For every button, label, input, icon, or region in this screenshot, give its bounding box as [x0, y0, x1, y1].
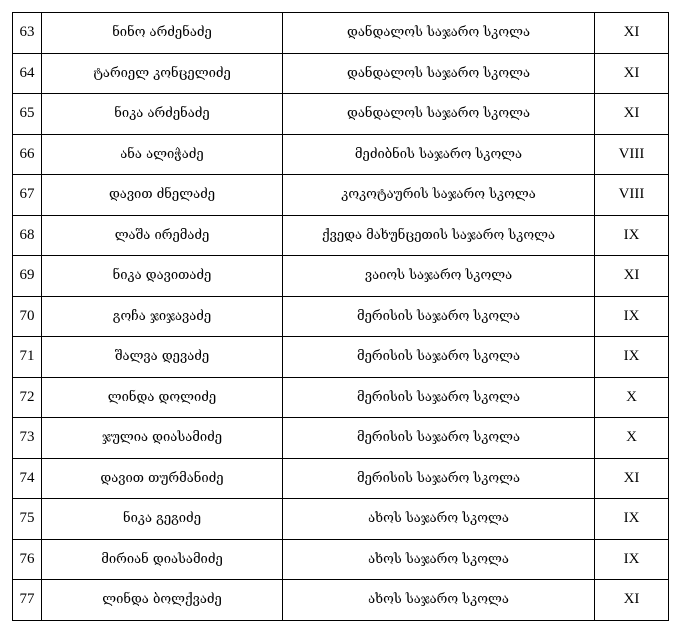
school-name: მერისის საჯარო სკოლა	[283, 377, 595, 418]
grade: IX	[595, 337, 669, 378]
grade: XI	[595, 94, 669, 135]
grade: X	[595, 418, 669, 459]
school-name: ახოს საჯარო სკოლა	[283, 499, 595, 540]
row-number: 77	[13, 580, 42, 621]
table-row	[13, 337, 669, 378]
table-row	[13, 296, 669, 337]
student-name: ჯულია დიასამიძე	[42, 418, 283, 459]
school-name: დანდალოს საჯარო სკოლა	[283, 13, 595, 54]
students-table-body	[13, 13, 669, 621]
table-row	[13, 215, 669, 256]
student-name: ნიკა არძენაძე	[42, 94, 283, 135]
student-name: ანა ალიჭაძე	[42, 134, 283, 175]
school-name: ქვედა მახუნცეთის საჯარო სკოლა	[283, 215, 595, 256]
table-row	[13, 539, 669, 580]
row-number: 64	[13, 53, 42, 94]
table-row	[13, 458, 669, 499]
student-name: დავით თურმანიძე	[42, 458, 283, 499]
school-name: მერისის საჯარო სკოლა	[283, 337, 595, 378]
row-number: 75	[13, 499, 42, 540]
grade: XI	[595, 580, 669, 621]
row-number: 74	[13, 458, 42, 499]
student-name: ლაშა ირემაძე	[42, 215, 283, 256]
row-number: 66	[13, 134, 42, 175]
table-row	[13, 580, 669, 621]
student-name: ტარიელ კონცელიძე	[42, 53, 283, 94]
student-name: ლინდა დოლიძე	[42, 377, 283, 418]
table-row	[13, 499, 669, 540]
grade: XI	[595, 458, 669, 499]
student-name: დავით ძნელაძე	[42, 175, 283, 216]
grade: IX	[595, 539, 669, 580]
school-name: მეძიბნის საჯარო სკოლა	[283, 134, 595, 175]
row-number: 72	[13, 377, 42, 418]
school-name: მერისის საჯარო სკოლა	[283, 418, 595, 459]
row-number: 67	[13, 175, 42, 216]
row-number: 76	[13, 539, 42, 580]
table-row	[13, 256, 669, 297]
student-name: ნინო არძენაძე	[42, 13, 283, 54]
school-name: ვაიოს საჯარო სკოლა	[283, 256, 595, 297]
school-name: ახოს საჯარო სკოლა	[283, 539, 595, 580]
grade: IX	[595, 296, 669, 337]
row-number: 73	[13, 418, 42, 459]
row-number: 71	[13, 337, 42, 378]
row-number: 63	[13, 13, 42, 54]
student-name: შალვა დევაძე	[42, 337, 283, 378]
student-name: ნიკა გეგიძე	[42, 499, 283, 540]
row-number: 68	[13, 215, 42, 256]
student-name: მირიან დიასამიძე	[42, 539, 283, 580]
school-name: დანდალოს საჯარო სკოლა	[283, 94, 595, 135]
school-name: კოკოტაურის საჯარო სკოლა	[283, 175, 595, 216]
grade: VIII	[595, 175, 669, 216]
row-number: 69	[13, 256, 42, 297]
row-number: 70	[13, 296, 42, 337]
school-name: მერისის საჯარო სკოლა	[283, 296, 595, 337]
grade: VIII	[595, 134, 669, 175]
student-name: ნიკა დავითაძე	[42, 256, 283, 297]
school-name: დანდალოს საჯარო სკოლა	[283, 53, 595, 94]
table-row	[13, 134, 669, 175]
table-row	[13, 175, 669, 216]
grade: XI	[595, 13, 669, 54]
school-name: მერისის საჯარო სკოლა	[283, 458, 595, 499]
grade: IX	[595, 499, 669, 540]
student-name: გოჩა ჯიჯავაძე	[42, 296, 283, 337]
row-number: 65	[13, 94, 42, 135]
grade: XI	[595, 53, 669, 94]
table-row	[13, 94, 669, 135]
grade: X	[595, 377, 669, 418]
table-row	[13, 377, 669, 418]
students-table	[12, 12, 669, 621]
table-row	[13, 13, 669, 54]
table-row	[13, 418, 669, 459]
school-name: ახოს საჯარო სკოლა	[283, 580, 595, 621]
student-name: ლინდა ბოლქვაძე	[42, 580, 283, 621]
grade: XI	[595, 256, 669, 297]
grade: IX	[595, 215, 669, 256]
table-row	[13, 53, 669, 94]
